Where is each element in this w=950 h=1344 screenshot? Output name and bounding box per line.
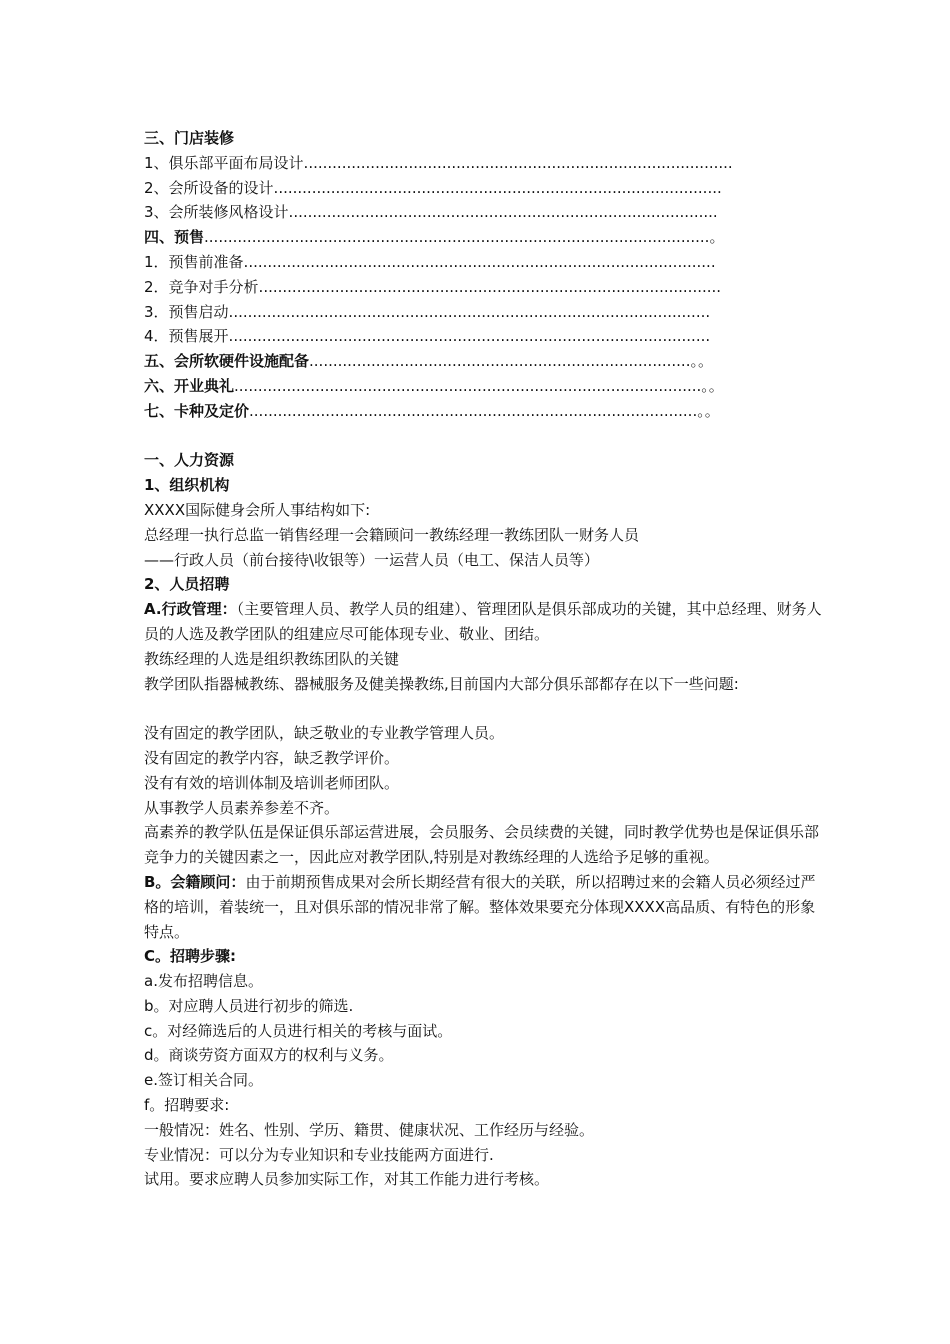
- toc-end: 。: [709, 228, 725, 247]
- list-item: 试用。要求应聘人员参加实际工作，对其工作能力进行考核。: [144, 1170, 550, 1189]
- list-item: 没有固定的教学团队，缺乏敬业的专业教学管理人员。: [144, 724, 505, 743]
- blank-line: [144, 424, 824, 449]
- inline-label: B。会籍顾问：: [144, 872, 246, 891]
- inline-label: A.行政管理：: [144, 600, 237, 619]
- toc-dots: ..........................................................................................................: [204, 228, 710, 247]
- toc-title: 2、会所设备的设计: [144, 178, 274, 197]
- list-item: e.签订相关合同。: [144, 1071, 263, 1090]
- blank-line: [144, 696, 824, 721]
- inline-text: 由于前期预售成果对会所长期经营有很大的关联，所以招聘过来的会籍人员必须经过严格的培训，着装统一，且对俱乐部的情况非常了解。整体效果要充分体现XXXX高品质、有特色的形象特点。: [144, 872, 816, 941]
- paragraph: 总经理一执行总监一销售经理一会籍顾问一教练经理一教练团队一财务人员: [144, 525, 640, 544]
- toc-title: 六、开业典礼: [144, 376, 235, 395]
- list-item: b。对应聘人员进行初步的筛选.: [144, 996, 354, 1015]
- toc-title: 三、门店装修: [144, 129, 235, 147]
- toc-entry: [144, 300, 824, 325]
- subsection-heading: C。招聘步骤:: [144, 947, 237, 966]
- list-item: 一般情况：姓名、性别、学历、籍贯、健康状况、工作经历与经验。: [144, 1120, 595, 1139]
- toc-title: 四、预售: [144, 228, 205, 247]
- list-item: 没有有效的培训体制及培训老师团队。: [144, 773, 400, 792]
- paragraph: 教练经理的人选是组织教练团队的关键: [144, 649, 400, 668]
- toc-entry: [144, 151, 824, 176]
- toc-entry: [144, 200, 824, 225]
- paragraph: 教学团队指器械教练、器械服务及健美操教练,目前国内大部分俱乐部都存在以下一些问题:: [144, 674, 739, 693]
- list-item: 没有固定的教学内容，缺乏教学评价。: [144, 748, 400, 767]
- toc-dots: ..............................................................................................: [273, 178, 722, 197]
- section-human-resources: [144, 448, 824, 1192]
- paragraph: 高素养的教学队伍是保证俱乐部运营进展，会员服务、会员续费的关键，同时教学优势也是保证俱乐部竞争力的关键因素之一，因此应对教学团队,特别是对教练经理的人选给予足够的重视。: [144, 823, 820, 867]
- subsection-heading: 2、人员招聘: [144, 575, 230, 594]
- toc-entry: [144, 349, 824, 374]
- toc-entry: [144, 324, 824, 349]
- list-item: d。商谈劳资方面双方的权利与义务。: [144, 1046, 394, 1065]
- list-item: f。招聘要求:: [144, 1096, 230, 1115]
- toc-dots: ...................................................................................................: [243, 252, 716, 271]
- section-heading: 一、人力资源: [144, 451, 235, 470]
- list-item: 从事教学人员素养参差不齐。: [144, 798, 340, 817]
- toc-entry: [144, 126, 824, 151]
- toc-entry: [144, 374, 824, 399]
- paragraph: [144, 597, 824, 647]
- toc-entry: [144, 399, 824, 424]
- toc-dots: ................................................................................: [309, 352, 691, 371]
- toc-title: 4．预售展开: [144, 327, 229, 346]
- toc-entry: [144, 275, 824, 300]
- toc-entry: [144, 176, 824, 201]
- toc-dots: ..........................................................................................: [288, 203, 718, 222]
- toc-end: 。。: [697, 401, 720, 420]
- toc-title: 2．竞争对手分析: [144, 277, 259, 296]
- toc-dots: ..................................................................................................: [234, 376, 702, 395]
- toc-entry: [144, 250, 824, 275]
- paragraph: XXXX国际健身会所人事结构如下:: [144, 500, 371, 519]
- paragraph: ——行政人员（前台接待\收银等）一运营人员（电工、保洁人员等）: [144, 550, 600, 569]
- table-of-contents: [144, 126, 824, 424]
- paragraph: [144, 870, 824, 944]
- toc-dots: .................................................................................................: [258, 277, 722, 296]
- list-item: 专业情况：可以分为专业知识和专业技能两方面进行.: [144, 1145, 494, 1164]
- toc-title: 五、会所软硬件设施配备: [144, 352, 310, 371]
- toc-title: 3．预售启动: [144, 302, 229, 321]
- toc-dots: .....................................................................................................: [228, 302, 711, 321]
- toc-dots: ..............................................................................................: [249, 401, 698, 420]
- list-item: c。对经筛选后的人员进行相关的考核与面试。: [144, 1021, 453, 1040]
- toc-title: 七、卡种及定价: [144, 401, 250, 420]
- inline-text: （主要管理人员、教学人员的组建）、管理团队是俱乐部成功的关键，其中总经理、财务人员的人选及教学团队的组建应尽可能体现专业、敬业、团结。: [144, 600, 822, 643]
- toc-end: 。。: [690, 352, 713, 371]
- subsection-heading: 1、组织机构: [144, 476, 230, 495]
- toc-dots: .....................................................................................................: [228, 327, 711, 346]
- toc-title: 3、会所装修风格设计: [144, 203, 289, 222]
- toc-title: 1、俱乐部平面布局设计: [144, 153, 304, 172]
- toc-entry: [144, 225, 824, 250]
- toc-dots: ..........................................................................................: [303, 153, 733, 172]
- document-page: [144, 126, 824, 1192]
- list-item: a.发布招聘信息。: [144, 972, 263, 991]
- toc-title: 1．预售前准备: [144, 252, 244, 271]
- toc-end: 。。: [701, 376, 724, 395]
